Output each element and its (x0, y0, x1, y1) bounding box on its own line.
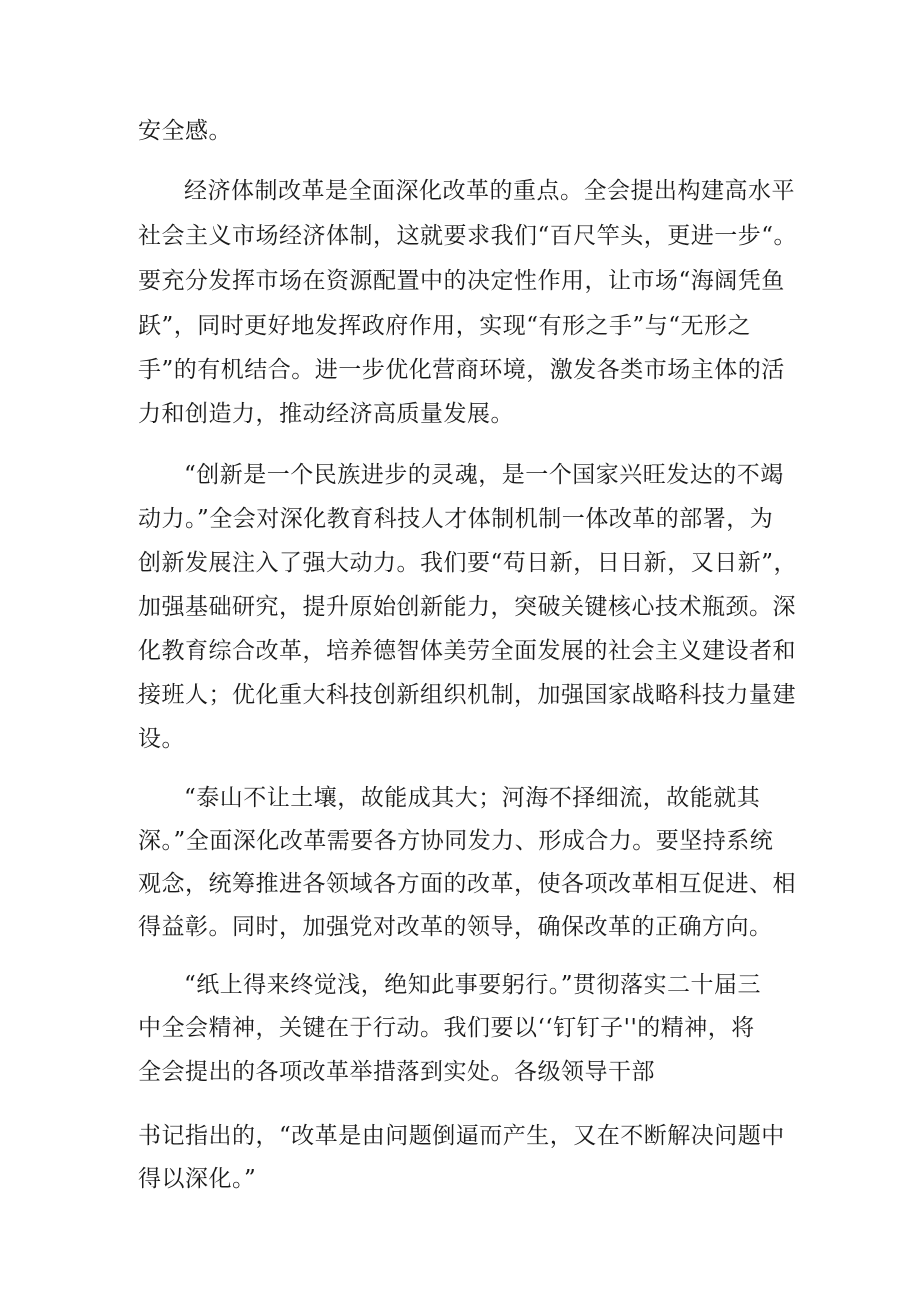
paragraph-4-line-1: “泰山不让土壤，故能成其大；河海不择细流，故能就其 (184, 785, 761, 811)
paragraph-2-line-5: 手”的有机结合。进一步优化营商环境，激发各类市场主体的活 (138, 357, 785, 383)
paragraph-2-line-6: 力和创造力，推动经济高质量发展。 (138, 401, 514, 427)
paragraph-3-line-3: 创新发展注入了强大动力。我们要“苟日新，日日新，又日新”， (138, 550, 798, 576)
paragraph-6-line-1: 书记指出的，“改革是由问题倒逼而产生，又在不断解决问题中 (138, 1123, 785, 1149)
paragraph-1-line-1: 安全感。 (138, 118, 232, 144)
paragraph-2-line-2: 社会主义市场经济体制，这就要求我们“百尺竿头，更进一步“。 (138, 223, 798, 249)
paragraph-5-line-2: 中全会精神，关键在于行动。我们要以‘‘钉钉子''的精神，将 (138, 1015, 755, 1041)
paragraph-4-line-4: 得益彰。同时，加强党对改革的领导，确保改革的正确方向。 (138, 914, 773, 940)
paragraph-2-line-1: 经济体制改革是全面深化改革的重点。全会提出构建高水平 (184, 178, 795, 204)
paragraph-6-line-2: 得以深化。” (138, 1166, 257, 1192)
paragraph-5-line-1: “纸上得来终觉浅，绝知此事要躬行。”贯彻落实二十届三 (184, 972, 762, 998)
paragraph-4-line-2: 深。”全面深化改革需要各方协同发力、形成合力。要坚持系统 (138, 828, 774, 854)
paragraph-3-line-6: 接班人；优化重大科技创新组织机制，加强国家战略科技力量建 (138, 682, 796, 708)
paragraph-3-line-7: 设。 (138, 726, 185, 752)
paragraph-3-line-4: 加强基础研究，提升原始创新能力，突破关键核心技术瓶颈。深 (138, 594, 796, 620)
paragraph-3-line-5: 化教育综合改革，培养德智体美劳全面发展的社会主义建设者和 (138, 638, 796, 664)
paragraph-5-line-3: 全会提出的各项改革举措落到实处。各级领导干部 (138, 1059, 655, 1085)
paragraph-3-line-1: “创新是一个民族进步的灵魂，是一个国家兴旺发达的不竭 (184, 462, 784, 488)
paragraph-2-line-4: 跃”，同时更好地发挥政府作用，实现“有形之手”与“无形之 (138, 313, 752, 339)
paragraph-4-line-3: 观念，统筹推进各领域各方面的改革，使各项改革相互促进、相 (138, 871, 796, 897)
paragraph-3-line-2: 动力。”全会对深化教育科技人才体制机制一体改革的部署，为 (138, 506, 774, 532)
paragraph-2-line-3: 要充分发挥市场在资源配置中的决定性作用，让市场“海阔凭鱼 (138, 268, 785, 294)
